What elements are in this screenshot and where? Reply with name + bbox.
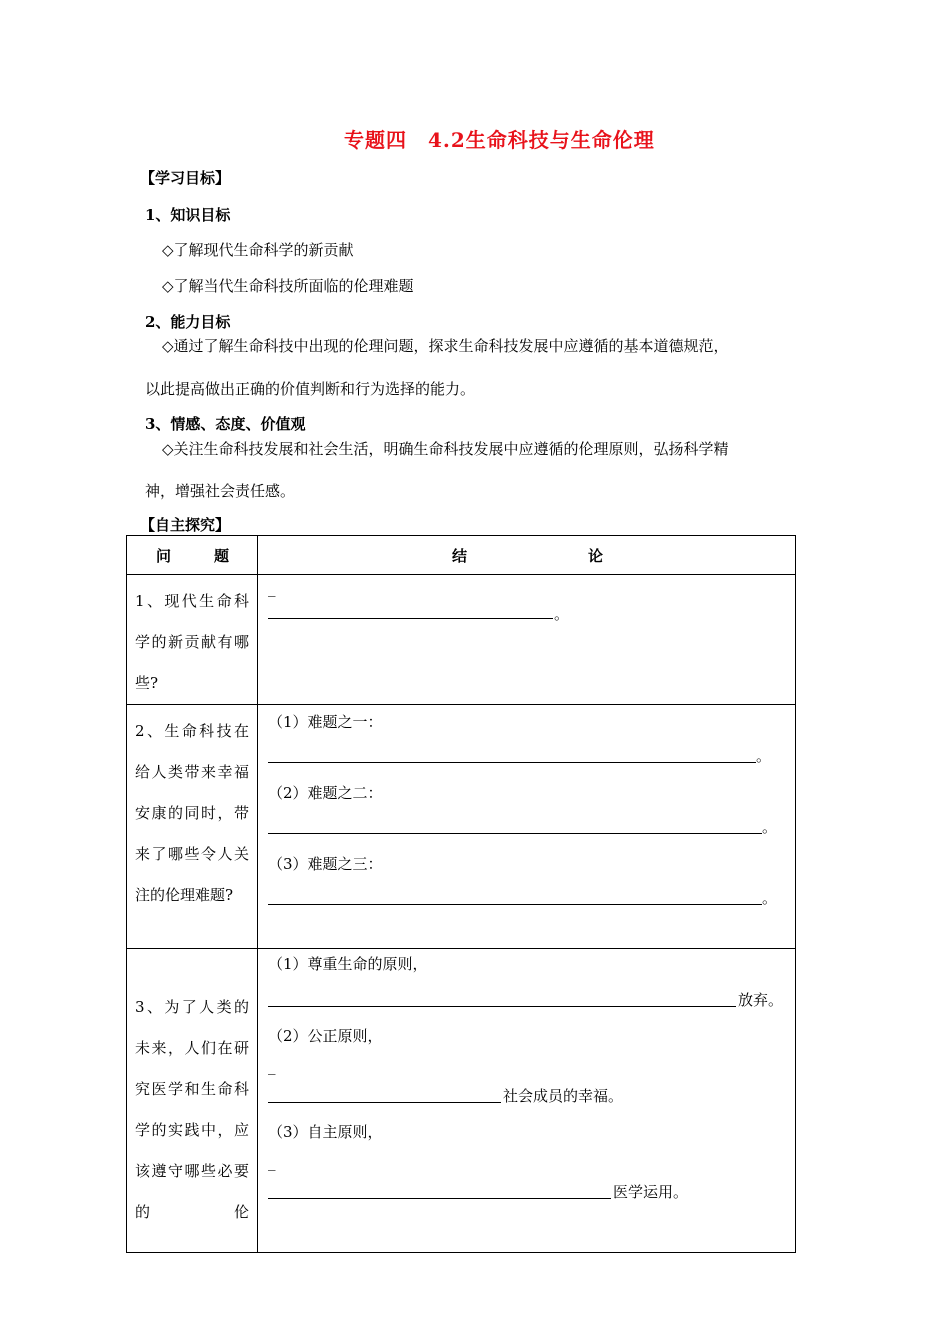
table-row [127, 949, 796, 1253]
answer-cell: （1）难题之一： 。 （2）难题之二： 。 （3）难题之三： 。 [258, 705, 796, 949]
ability-goal-text: 以此提高做出正确的价值判断和行为选择的能力。 [145, 380, 476, 398]
inquiry-table [126, 535, 796, 1253]
page-title: 专题四 4.2生命科技与生命伦理 [344, 128, 655, 152]
answer-blank[interactable] [268, 833, 762, 834]
emotion-goal-text: 神，增强社会责任感。 [145, 482, 296, 500]
knowledge-goal-item: ◇了解现代生命科学的新贡献 [162, 241, 354, 259]
answer-blank[interactable] [268, 618, 553, 619]
learning-goals-heading: 【学习目标】 [140, 169, 231, 187]
question-cell: 2、生命科技在给人类带来幸福安康的同时，带来了哪些令人关注的伦理难题? [127, 705, 258, 949]
answer-cell: _ 。 [258, 575, 796, 705]
emotion-goal-label: 3、情感、态度、价值观 [145, 415, 306, 433]
ability-goal-text: ◇通过了解生命科技中出现的伦理问题，探求生命科技发展中应遵循的基本道德规范， [162, 337, 729, 355]
table-header-row [127, 536, 796, 575]
answer-blank[interactable] [268, 1198, 611, 1199]
header-question: 问 题 [127, 536, 258, 575]
knowledge-goal-label: 1、知识目标 [145, 206, 231, 224]
answer-blank[interactable] [268, 762, 756, 763]
answer-blank[interactable] [268, 1102, 501, 1103]
answer-blank[interactable] [268, 904, 762, 905]
ability-goal-label: 2、能力目标 [145, 313, 231, 331]
header-conclusion: 结 论 [258, 536, 796, 575]
emotion-goal-text: ◇关注生命科技发展和社会生活，明确生命科技发展中应遵循的伦理原则，弘扬科学精 [162, 440, 729, 458]
knowledge-goal-item: ◇了解当代生命科技所面临的伦理难题 [162, 277, 414, 295]
inquiry-heading: 【自主探究】 [140, 516, 231, 534]
table-row [127, 575, 796, 705]
table-row [127, 705, 796, 949]
answer-cell: （1）尊重生命的原则， 放弃。 （2）公正原则， _ 社会成员的幸福。 （3）自主原则， _ 医学运用。 [258, 949, 796, 1253]
question-cell: 3、为了人类的未来，人们在研究医学和生命科学的实践中，应该遵守哪些必要的伦 [127, 949, 258, 1253]
answer-blank[interactable] [268, 1006, 736, 1007]
question-cell: 1、现代生命科学的新贡献有哪些? [127, 575, 258, 705]
